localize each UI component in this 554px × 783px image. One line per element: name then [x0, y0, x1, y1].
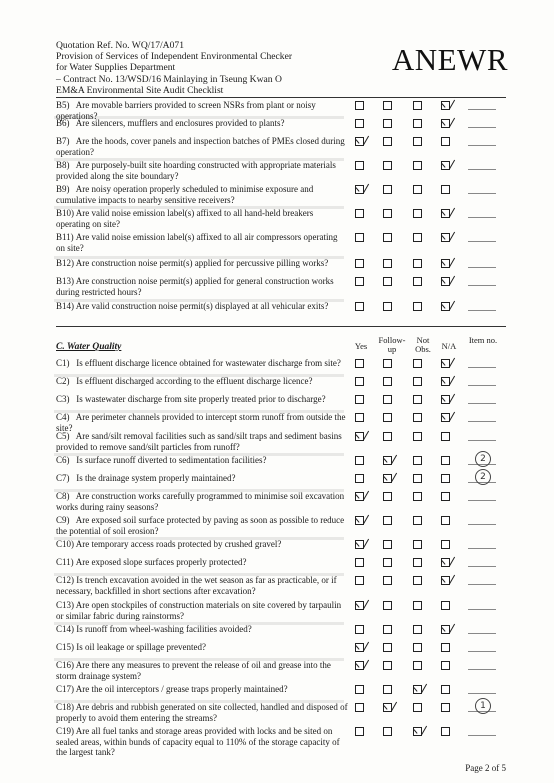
follow-up-checkbox[interactable] — [383, 119, 392, 128]
question-number: C2) — [56, 376, 70, 386]
na-checkbox[interactable] — [441, 685, 450, 694]
item-no-line — [468, 440, 496, 441]
question-text: Are valid construction noise permit(s) displayed at all vehicular exits? — [74, 301, 329, 311]
question-text: Is effluent discharge licence obtained for wastewater discharge from site? — [74, 358, 341, 368]
na-checkbox[interactable] — [441, 395, 450, 404]
question-text: Are valid noise emission label(s) affixed to all air compressors operating on site? — [56, 232, 338, 253]
item-no-line — [468, 693, 496, 694]
follow-up-checkbox[interactable] — [383, 137, 392, 146]
yes-checkbox[interactable] — [355, 703, 364, 712]
item-no-line — [468, 669, 496, 670]
question — [56, 515, 348, 536]
not-obs-checkbox[interactable] — [413, 474, 422, 483]
yes-checkbox[interactable] — [355, 643, 364, 652]
question-number: C13) — [56, 600, 74, 610]
question — [56, 726, 348, 758]
question-text: Are movable barriers provided to screen NSRs from plant or noisy operations? — [56, 100, 316, 121]
yes-checkbox[interactable] — [355, 359, 364, 368]
item-no-line — [468, 367, 496, 368]
follow-up-checkbox[interactable] — [383, 685, 392, 694]
question-number: C18) — [56, 702, 74, 712]
question-text: Are construction noise permit(s) applied for percussive pilling works? — [74, 258, 329, 268]
item-no-line — [468, 566, 496, 567]
question-number: C17) — [56, 684, 74, 694]
item-no-line — [468, 217, 496, 218]
yes-checkbox[interactable] — [355, 101, 364, 110]
question — [56, 394, 348, 405]
not-obs-checkbox[interactable] — [413, 377, 422, 386]
item-no-line — [468, 145, 496, 146]
question-number: C16) — [56, 660, 74, 670]
not-obs-checkbox[interactable] — [413, 259, 422, 268]
na-checkbox[interactable] — [441, 474, 450, 483]
item-no-line — [468, 651, 496, 652]
yes-checkbox[interactable] — [355, 625, 364, 634]
na-checkbox[interactable] — [441, 277, 450, 286]
not-obs-checkbox[interactable] — [413, 119, 422, 128]
not-obs-checkbox[interactable] — [413, 576, 422, 585]
follow-up-checkbox[interactable] — [383, 703, 392, 712]
question-number: B12) — [56, 258, 74, 268]
yes-checkbox[interactable] — [355, 395, 364, 404]
item-no-line — [468, 584, 496, 585]
item-no-note: 1 — [475, 698, 491, 714]
yes-checkbox[interactable] — [355, 432, 364, 441]
question — [56, 184, 348, 205]
item-no-note: 2 — [475, 451, 491, 467]
question-text: Are open stockpiles of construction materials on site covered by tarpaulin or similar fabric during rainstorms? — [56, 600, 342, 621]
col-header-na: N/A — [441, 341, 457, 351]
question — [56, 376, 348, 387]
follow-up-checkbox[interactable] — [383, 233, 392, 242]
na-checkbox[interactable] — [441, 492, 450, 501]
na-checkbox[interactable] — [441, 625, 450, 634]
yes-checkbox[interactable] — [355, 119, 364, 128]
question-number: C19) — [56, 726, 74, 736]
yes-checkbox[interactable] — [355, 413, 364, 422]
yes-checkbox[interactable] — [355, 576, 364, 585]
question-text: Is the drainage system properly maintained? — [74, 473, 236, 483]
item-no-line — [468, 735, 496, 736]
question-number: C6) — [56, 455, 70, 465]
question-text: Is surface runoff diverted to sedimentation facilities? — [74, 455, 267, 465]
not-obs-checkbox[interactable] — [413, 727, 422, 736]
yes-checkbox[interactable] — [355, 277, 364, 286]
yes-checkbox[interactable] — [355, 727, 364, 736]
col-header-yes: Yes — [354, 341, 368, 351]
question-number: C8) — [56, 491, 70, 501]
question-number: B11) — [56, 232, 74, 242]
follow-up-checkbox[interactable] — [383, 558, 392, 567]
na-checkbox[interactable] — [441, 456, 450, 465]
header-line: for Water Supplies Department — [56, 62, 176, 74]
na-checkbox[interactable] — [441, 359, 450, 368]
follow-up-checkbox[interactable] — [383, 727, 392, 736]
yes-checkbox[interactable] — [355, 185, 364, 194]
follow-up-checkbox[interactable] — [383, 601, 392, 610]
yes-checkbox[interactable] — [355, 161, 364, 170]
question — [56, 491, 348, 512]
item-no-line — [468, 127, 496, 128]
yes-checkbox[interactable] — [355, 516, 364, 525]
question — [56, 276, 348, 297]
yes-checkbox[interactable] — [355, 302, 364, 311]
item-no-line — [468, 385, 496, 386]
follow-up-checkbox[interactable] — [383, 101, 392, 110]
na-checkbox[interactable] — [441, 119, 450, 128]
not-obs-checkbox[interactable] — [413, 137, 422, 146]
na-checkbox[interactable] — [441, 558, 450, 567]
not-obs-checkbox[interactable] — [413, 101, 422, 110]
na-checkbox[interactable] — [441, 703, 450, 712]
question-number: B14) — [56, 301, 74, 311]
yes-checkbox[interactable] — [355, 601, 364, 610]
question-number: B9) — [56, 184, 70, 194]
col-header-not-obs: Not Obs. — [415, 335, 431, 354]
follow-up-checkbox[interactable] — [383, 643, 392, 652]
yes-checkbox[interactable] — [355, 661, 364, 670]
na-checkbox[interactable] — [441, 727, 450, 736]
not-obs-checkbox[interactable] — [413, 395, 422, 404]
not-obs-checkbox[interactable] — [413, 432, 422, 441]
question — [56, 160, 348, 181]
question-text: Are sand/silt removal facilities such as sand/silt traps and sediment basins provided to remove sand/silt particles from runoff? — [56, 431, 342, 452]
follow-up-checkbox[interactable] — [383, 625, 392, 634]
question-text: Are construction noise permit(s) applied for general construction works during restricted hours? — [56, 276, 334, 297]
na-checkbox[interactable] — [441, 259, 450, 268]
yes-checkbox[interactable] — [355, 685, 364, 694]
question-number: C4) — [56, 412, 70, 422]
question-number: C12) — [56, 575, 74, 585]
question — [56, 412, 348, 433]
yes-checkbox[interactable] — [355, 492, 364, 501]
na-checkbox[interactable] — [441, 661, 450, 670]
not-obs-checkbox[interactable] — [413, 413, 422, 422]
not-obs-checkbox[interactable] — [413, 703, 422, 712]
yes-checkbox[interactable] — [355, 233, 364, 242]
document-header — [56, 40, 292, 96]
not-obs-checkbox[interactable] — [413, 643, 422, 652]
na-checkbox[interactable] — [441, 601, 450, 610]
not-obs-checkbox[interactable] — [413, 558, 422, 567]
follow-up-checkbox[interactable] — [383, 259, 392, 268]
question-text: Are debris and rubbish generated on site collected, handled and disposed of properly to avoid them entering the streams? — [56, 702, 348, 723]
question-text: Are there any measures to prevent the release of oil and grease into the storm drainage system? — [56, 660, 331, 681]
not-obs-checkbox[interactable] — [413, 685, 422, 694]
na-checkbox[interactable] — [441, 413, 450, 422]
follow-up-checkbox[interactable] — [383, 413, 392, 422]
not-obs-checkbox[interactable] — [413, 492, 422, 501]
question — [56, 557, 348, 568]
col-header-item-no: Item no. — [468, 335, 498, 345]
section-divider — [56, 326, 506, 327]
question-number: C5) — [56, 431, 70, 441]
na-checkbox[interactable] — [441, 185, 450, 194]
follow-up-checkbox[interactable] — [383, 540, 392, 549]
follow-up-checkbox[interactable] — [383, 302, 392, 311]
yes-checkbox[interactable] — [355, 558, 364, 567]
question — [56, 118, 348, 129]
header-line: Quotation Ref. No. WQ/17/A071 — [56, 40, 184, 51]
question-text: Are silencers, mufflers and enclosures provided to plants? — [74, 118, 285, 128]
question — [56, 258, 348, 269]
not-obs-checkbox[interactable] — [413, 185, 422, 194]
follow-up-checkbox[interactable] — [383, 377, 392, 386]
follow-up-checkbox[interactable] — [383, 277, 392, 286]
question — [56, 431, 348, 452]
question-text: Are the oil interceptors / grease traps properly maintained? — [74, 684, 288, 694]
question-text: Is runoff from wheel-washing facilities avoided? — [74, 624, 252, 634]
question-text: Are exposed soil surface protected by paving as soon as possible to reduce the potential of soil erosion? — [56, 515, 345, 536]
follow-up-checkbox[interactable] — [383, 456, 392, 465]
na-checkbox[interactable] — [441, 516, 450, 525]
yes-checkbox[interactable] — [355, 259, 364, 268]
question-number: C14) — [56, 624, 74, 634]
question-number: C10) — [56, 539, 74, 549]
header-line: Provision of Services of Independent Environmental Checker — [56, 51, 293, 63]
follow-up-checkbox[interactable] — [383, 474, 392, 483]
question-text: Are the hoods, cover panels and inspection batches of PMEs closed during operation? — [56, 136, 345, 157]
question — [56, 642, 348, 653]
na-checkbox[interactable] — [441, 161, 450, 170]
question-text: Is oil leakage or spillage prevented? — [74, 642, 206, 652]
follow-up-checkbox[interactable] — [383, 576, 392, 585]
na-checkbox[interactable] — [441, 643, 450, 652]
not-obs-checkbox[interactable] — [413, 233, 422, 242]
question-number: C11) — [56, 557, 74, 567]
yes-checkbox[interactable] — [355, 209, 364, 218]
question — [56, 702, 348, 723]
question-text: Are perimeter channels provided to intercept storm runoff from outside the site? — [56, 412, 346, 433]
item-no-line — [468, 109, 496, 110]
company-logo: ANEWR — [391, 42, 508, 77]
question-number: B7) — [56, 136, 70, 146]
col-header-follow-up: Follow-up — [378, 335, 406, 354]
not-obs-checkbox[interactable] — [413, 540, 422, 549]
not-obs-checkbox[interactable] — [413, 359, 422, 368]
item-no-line — [468, 241, 496, 242]
question-number: C15) — [56, 642, 74, 652]
yes-checkbox[interactable] — [355, 540, 364, 549]
question — [56, 232, 348, 253]
question-number: B8) — [56, 160, 70, 170]
yes-checkbox[interactable] — [355, 377, 364, 386]
follow-up-checkbox[interactable] — [383, 209, 392, 218]
question — [56, 136, 348, 157]
na-checkbox[interactable] — [441, 540, 450, 549]
question — [56, 539, 348, 550]
section-c-title: C. Water Quality — [56, 342, 122, 352]
question — [56, 624, 348, 635]
na-checkbox[interactable] — [441, 233, 450, 242]
question-text: Are valid noise emission label(s) affixed to all hand-held breakers operating on site? — [56, 208, 314, 229]
question-text: Are temporary access roads protected by crushed gravel? — [74, 539, 282, 549]
item-no-line — [468, 633, 496, 634]
item-no-line — [468, 267, 496, 268]
not-obs-checkbox[interactable] — [413, 625, 422, 634]
header-rule — [56, 97, 506, 98]
question-number: B10) — [56, 208, 74, 218]
na-checkbox[interactable] — [441, 101, 450, 110]
follow-up-checkbox[interactable] — [383, 395, 392, 404]
yes-checkbox[interactable] — [355, 474, 364, 483]
follow-up-checkbox[interactable] — [383, 185, 392, 194]
yes-checkbox[interactable] — [355, 456, 364, 465]
question — [56, 575, 348, 596]
question-number: B13) — [56, 276, 74, 286]
question-number: C7) — [56, 473, 70, 483]
item-no-line — [468, 524, 496, 525]
not-obs-checkbox[interactable] — [413, 209, 422, 218]
question — [56, 684, 348, 695]
question-number: B5) — [56, 100, 70, 110]
question-text: Are noisy operation properly scheduled to minimise exposure and cumulative impacts to nearby sensitive receivers? — [56, 184, 314, 205]
item-no-line — [468, 403, 496, 404]
na-checkbox[interactable] — [441, 576, 450, 585]
question-text: Are construction works carefully programmed to minimise soil excavation works during rainy seasons? — [56, 491, 345, 512]
question — [56, 660, 348, 681]
follow-up-checkbox[interactable] — [383, 516, 392, 525]
not-obs-checkbox[interactable] — [413, 601, 422, 610]
question-number: B6) — [56, 118, 70, 128]
not-obs-checkbox[interactable] — [413, 661, 422, 670]
na-checkbox[interactable] — [441, 302, 450, 311]
question — [56, 208, 348, 229]
follow-up-checkbox[interactable] — [383, 161, 392, 170]
question-number: C9) — [56, 515, 70, 525]
na-checkbox[interactable] — [441, 432, 450, 441]
not-obs-checkbox[interactable] — [413, 277, 422, 286]
follow-up-checkbox[interactable] — [383, 492, 392, 501]
question-text: Is trench excavation avoided in the wet season as far as practicable, or if necessary, backfilled in short sections after excavation? — [56, 575, 337, 596]
item-no-line — [468, 421, 496, 422]
question — [56, 600, 348, 621]
follow-up-checkbox[interactable] — [383, 432, 392, 441]
question-number: C3) — [56, 394, 70, 404]
not-obs-checkbox[interactable] — [413, 161, 422, 170]
item-no-line — [468, 310, 496, 311]
question-text: Are exposed slope surfaces properly protected? — [74, 557, 247, 567]
na-checkbox[interactable] — [441, 377, 450, 386]
yes-checkbox[interactable] — [355, 137, 364, 146]
not-obs-checkbox[interactable] — [413, 456, 422, 465]
item-no-line — [468, 609, 496, 610]
header-line: – Contract No. 13/WSD/16 Mainlaying in Tseung Kwan O — [56, 73, 282, 85]
question-text: Is effluent discharged according to the effluent discharge licence? — [74, 376, 313, 386]
na-checkbox[interactable] — [441, 209, 450, 218]
not-obs-checkbox[interactable] — [413, 302, 422, 311]
header-line: EM&A Environmental Site Audit Checklist — [56, 84, 224, 96]
question — [56, 358, 348, 369]
not-obs-checkbox[interactable] — [413, 516, 422, 525]
follow-up-checkbox[interactable] — [383, 359, 392, 368]
item-no-line — [468, 193, 496, 194]
question-text: Are purposely-built site hoarding constructed with appropriate materials provided along the site boundary? — [56, 160, 336, 181]
item-no-line — [468, 500, 496, 501]
question-text: Are all fuel tanks and storage areas provided with locks and be sited on sealed areas, within bunds of capacity equal to 110% of the storage capacity of the largest tank? — [56, 726, 340, 758]
question — [56, 301, 348, 312]
page-number: Page 2 of 5 — [465, 763, 506, 773]
item-no-line — [468, 548, 496, 549]
item-no-line — [468, 169, 496, 170]
question — [56, 473, 348, 484]
question-number: C1) — [56, 358, 70, 368]
question — [56, 455, 348, 466]
item-no-line — [468, 285, 496, 286]
question-text: Is wastewater discharge from site properly treated prior to discharge? — [74, 394, 326, 404]
item-no-note: 2 — [475, 469, 491, 485]
follow-up-checkbox[interactable] — [383, 661, 392, 670]
na-checkbox[interactable] — [441, 137, 450, 146]
